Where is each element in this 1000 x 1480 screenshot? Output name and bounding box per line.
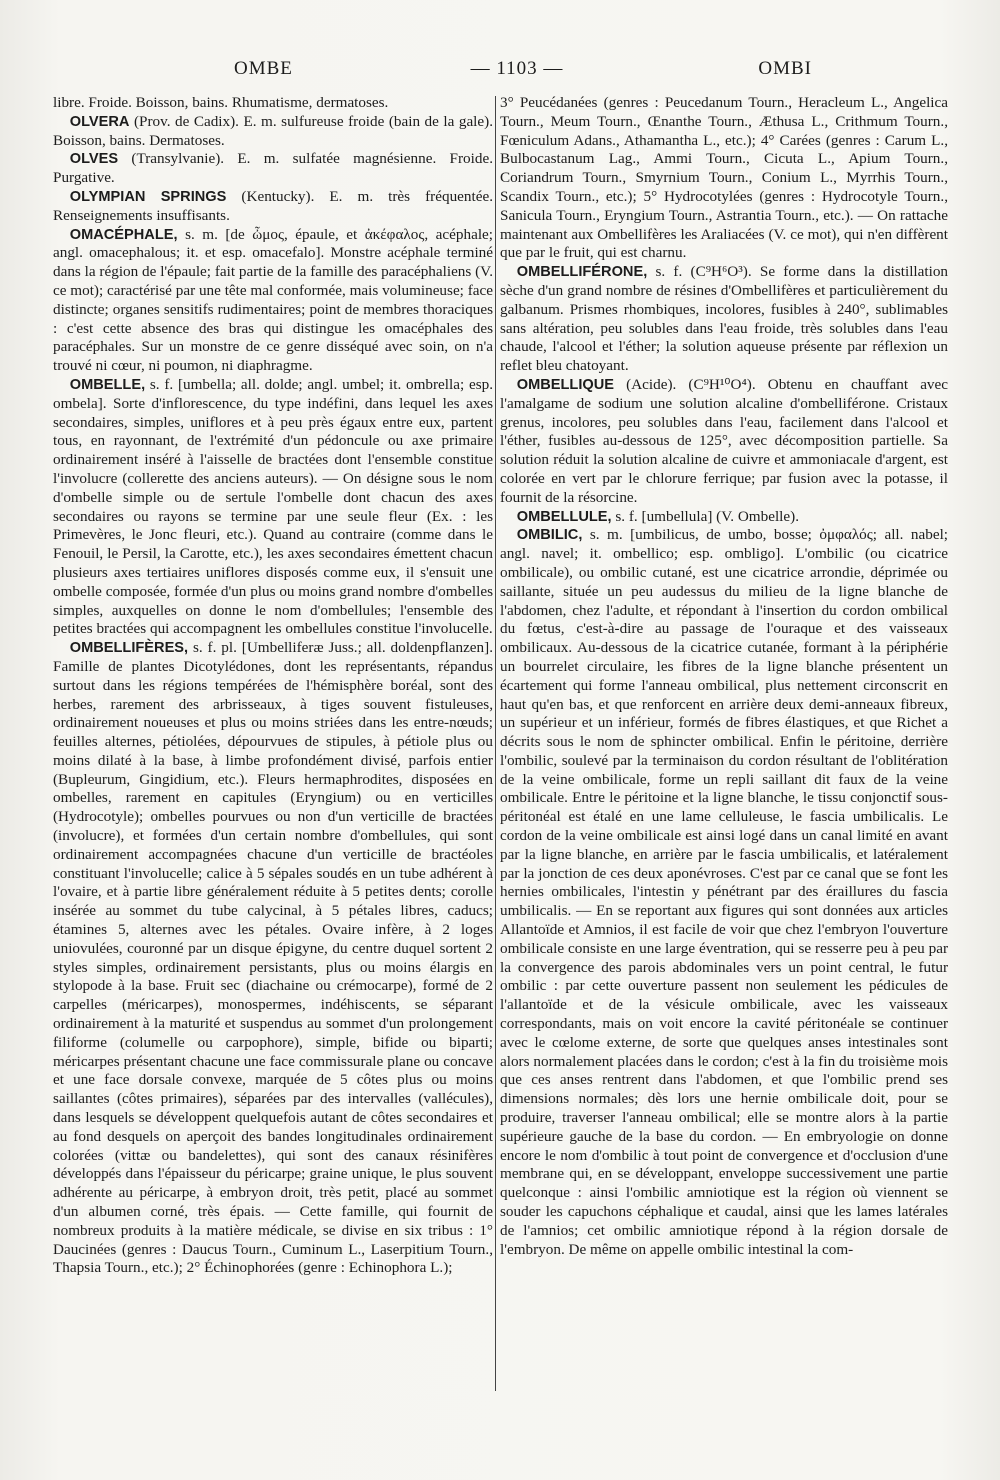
entry-body: 3° Peucédanées (genres : Peucedanum Tourn., Heracleum L., Angelica Tourn., Meum Tourn., Œnanthe Tourn., Æthusa L., Crithmum Tourn., Fœniculum Adans., Athamantha L., etc.); 4° Carées (genres : Carum L., Bulbocastanum Lag., Ammi Tourn., Cicuta L., Apium Tourn., Coriandrum Tourn., Smyrnium Tourn., Conium L., Myrrhis Tourn., Scandix Tourn., etc.); 5° Hydrocotylées (genres : Hydrocotyle Tourn., Sanicula Tourn., Eryngium Tourn., Astrantia Tourn., etc.). — On rattache maintenant aux Ombellifères les Araliacées (V. ce mot), qui n'en diffèrent que par le fruit, qui est charnu. xyxy=(500,94,948,262)
dictionary-entry xyxy=(53,639,493,1278)
dictionary-entry xyxy=(500,263,948,376)
dictionary-entry xyxy=(53,150,493,188)
left-column xyxy=(53,94,493,1278)
dictionary-entry xyxy=(500,526,948,1259)
dictionary-entry xyxy=(53,226,493,376)
entry-body: s. f. [umbella; all. dolde; angl. umbel; it. ombrella; esp. ombela]. Sorte d'inflorescence, du type indéfini, dans lequel les axes secondaires, simples, uniflores et à peu près égaux entre eux, partent tous, en rayonnant, de l'extrémité d'un pédoncule ou axe primaire ordinairement inséré à l'aisselle de bractées dont l'ensemble constitue l'involucre (collerette des anciens auteurs). — On désigne sous le nom d'ombelle simple ou de sertule l'ombelle dont chacun des axes secondaires ou rayons se termine par une seule fleur (Ex. : les Primevères, le Jonc fleuri, etc.). Quand au contraire (comme dans le Fenouil, le Persil, la Carotte, etc.), les axes secondaires émettent chacun plusieurs axes tertiaires uniflores disposés comme eux, il s'ensuit une ombelle composée, formée d'un plus ou moins grand nombre d'ombelles simples, auxquelles on donne le nom d'ombellules; l'ensemble des petites bractées qui accompagnent les ombellules constitue l'involucelle. xyxy=(53,375,493,638)
page-number: — 1103 — xyxy=(470,58,564,79)
entry-body: (Prov. de Cadix). E. m. sulfureuse froide (bain de la gale). Boisson, bains. Dermatoses. xyxy=(53,112,493,149)
entry-headword: OMBELLULE, xyxy=(516,508,612,525)
entry-body: libre. Froide. Boisson, bains. Rhumatisme, dermatoses. xyxy=(53,94,389,111)
entry-headword: OMACÉPHALE, xyxy=(69,226,178,243)
entry-body: s. m. [de ὦμος, épaule, et ἀκέφαλος, acéphale; angl. omacephalous; it. et esp. omacefalo]. Monstre acéphale terminé dans la région de l'épaule; fait partie de la famille des paracéphaliens (V. ce mot); caractérisé par une tête mal conformée, mais volumineuse; face distincte; organes sensitifs rudimentaires; point de membres thoraciques : c'est cette absence des bras qui distingue les omacéphales des paracéphales. Sur un monstre de ce genre disséqué avec soin, on n'a trouvé ni cœur, ni poumon, ni diaphragme. xyxy=(53,225,493,375)
entry-headword: OLYMPIAN SPRINGS xyxy=(69,188,227,205)
entry-headword: OMBILIC, xyxy=(516,527,583,544)
dictionary-entry xyxy=(500,376,948,508)
entry-body: s. f. (C⁹H⁶O³). Se forme dans la distillation sèche d'un grand nombre de résines d'Ombellifères et particulièrement du galbanum. Prismes rhombiques, incolores, fusibles à 240°, sublimables sans altération, peu solubles dans l'eau froide, très solubles dans l'eau chaude, l'alcool et l'éther; la solution aqueuse présente par réflexion un reflet bleu chatoyant. xyxy=(500,263,949,375)
entry-headword: OMBELLE, xyxy=(69,376,146,393)
right-column xyxy=(500,94,948,1259)
dictionary-entry xyxy=(500,94,948,263)
entry-headword: OLVES xyxy=(69,151,119,168)
entry-headword: OMBELLIQUE xyxy=(516,376,615,393)
entry-body: (Acide). (C⁹H¹⁰O⁴). Obtenu en chauffant avec l'amalgame de sodium une solution alcaline d'ombelliférone. Cristaux grenus, incolores, peu solubles dans l'eau, facilement dans l'alcool et l'éther, fusibles au-dessous de 125°, avec décomposition partielle. Sa solution réduit la solution alcaline de cuivre et ammoniacale d'argent, est colorée en vert par le chlorure ferrique; par fusion avec la potasse, il fournit de la résorcine. xyxy=(500,375,949,506)
dictionary-entry xyxy=(53,113,493,151)
entry-body: s. f. pl. [Umbelliferæ Juss.; all. doldenpflanzen]. Famille de plantes Dicotylédones, dont les représentants, répandus surtout dans les régions tempérées de l'hémisphère boréal, sont des herbes, rarement des arbrisseaux, à tiges souvent fistuleuses, ordinairement noueuses et plus ou moins striées dans les entre-nœuds; feuilles alternes, pétiolées, dépourvues de stipules, à pétiole plus ou moins dilaté à la base, à limbe profondément divisé, parfois entier (Bupleurum, Gingidium, etc.). Fleurs hermaphrodites, disposées en ombelles, rarement en capitules (Eryngium) ou en verticilles (Hydrocotyle); ombelles pourvues ou non d'un verticille de bractées (involucre), et formées d'un certain nombre d'ombellules, qui sont ordinairement accompagnées chacune d'un verticille de bractéoles constituant l'involucelle; calice à 5 sépales soudés en un tube adhérent à l'ovaire, et à partie libre généralement réduite à 5 petites dents; corolle insérée au sommet du tube calycinal, à 5 pétales libres, caducs; étamines 5, alternes avec les pétales. Ovaire infère, à 2 loges uniovulées, couronné par un disque épigyne, du centre duquel sortent 2 styles simples, ordinairement persistants, plus ou moins élargis en stylopode à la base. Fruit sec (diachaine ou crémocarpe), formé de 2 carpelles (méricarpes), monospermes, indéhiscents, se séparant ordinairement à la maturité et suspendus au sommet d'un prolongement filiforme (columelle ou carpophore), simple, bifide ou biparti; méricarpes présentant chacune une face commissurale plane ou concave et une face dorsale convexe, marquée de 5 côtes plus ou moins saillantes (côtes primaires), séparées par des intervalles (vallécules), dans lesquels se développent quelquefois autant de côtes secondaires et au fond desquels on aperçoit des bandes longitudinales ordinairement colorées (vittæ ou bandelettes), qui sont des canaux résinifères développés dans l'épaisseur du péricarpe; graine unique, le plus souvent adhérente au péricarpe, à embryon droit, très petit, placé au sommet d'un albumen corné, très épais. — Cette famille, qui fournit de nombreux produits à la matière médicale, se divise en six tribus : 1° Daucinées (genres : Daucus Tourn., Cuminum L., Laserpitium Tourn., Thapsia Tourn., etc.); 2° Échinophorées (genre : Echinophora L.); xyxy=(53,639,493,1277)
entry-headword: OMBELLIFÉRONE, xyxy=(516,264,648,281)
dictionary-entry xyxy=(53,188,493,226)
entry-body: s. f. [umbellula] (V. Ombelle). xyxy=(615,507,799,525)
dictionary-entry xyxy=(53,94,493,113)
header-right-word: OMBI xyxy=(758,58,812,79)
entry-headword: OMBELLIFÈRES, xyxy=(69,640,189,657)
dictionary-entry xyxy=(53,376,493,639)
entry-body: (Kentucky). E. m. très fréquentée. Renseignements insuffisants. xyxy=(53,187,493,224)
entry-body: (Transylvanie). E. m. sulfatée magnésienne. Froide. Purgative. xyxy=(53,150,493,187)
dictionary-entry xyxy=(500,508,948,527)
entry-headword: OLVERA xyxy=(69,113,130,130)
entry-body: s. m. [umbilicus, de umbo, bosse; ὀμφαλός; all. nabel; angl. navel; it. ombellico; esp. ombligo]. L'ombilic (ou cicatrice ombilicale), ou ombilic cutané, est une cicatrice arrondie, déprimée ou saillante, située un peu audessus du milieu de la ligne blanche de l'abdomen, chez l'adulte, et répondant à l'insertion du cordon ombilical du fœtus, c'est-à-dire au passage de l'ouraque et des vaisseaux ombilicaux. Au-dessous de la cicatrice cutanée, formant à la périphérie un bourrelet circulaire, les fibres de la ligne blanche présentent un écartement qui forme l'anneau ombilical, plus nettement circonscrit en haut qu'en bas, et que renforcent en arrière deux demi-anneaux fibreux, un supérieur et un inférieur, formés de fibres élastiques, et que Richet a décrits sous le nom de sphincter ombilical. Enfin le péritoine, derrière l'ombilic, soulevé par la terminaison du cordon résultant de l'oblitération de la veine ombilicale, forme un repli saillant dit faux de la veine ombilicale. Entre le péritoine et la ligne blanche, le tissu conjonctif sous-péritonéal est étalé en une lame celluleuse, le fascia umbilicalis. Le cordon de la veine ombilicale est ainsi logé dans un canal limité en avant par la ligne blanche, en arrière par le fascia umbilicalis, et latéralement par la jonction de ces deux aponévroses. C'est par ce canal que se font les hernies ombilicales, l'intestin y pénétrant par des éraillures du fascia umbilicalis. — En se reportant aux figures qui sont données aux articles Allantoïde et Amnios, il est facile de voir que chez l'embryon l'ouverture ombilicale consiste en une large éventration, qui se resserre peu à peu par la convergence des parois abdominales vers un point central, le futur ombilic : par cette ouverture passent non seulement les pédicules de l'allantoïde et de la vésicule ombilicale, avec les vaisseaux correspondants, mais on voit encore la cavité péritonéale se continuer avec le cœlome externe, de sorte que quelques anses intestinales sont alors normalement placées dans le cordon; c'est à la fin du troisième mois que ces anses rentrent dans l'abdomen, et que l'ombilic prend ses dimensions normales; dès lors une hernie ombilicale doit, pour se produire, traverser l'anneau ombilical; elle se montre alors à la partie supérieure gauche de la base du cordon. — En embryologie on donne encore le nom d'ombilic à tout point de convergence et d'occlusion d'une membrane qui, en se développant, enveloppe successivement une partie quelconque : ainsi l'ombilic amniotique est la région où viennent se souder les capuchons céphalique et caudal, ainsi que les lames latérales de l'amnios; cet ombilic amniotique répond à la région dorsale de l'embryon. De même on appelle ombilic intestinal la com- xyxy=(500,526,949,1258)
header-left-word: OMBE xyxy=(234,58,293,79)
column-divider xyxy=(495,96,496,1391)
running-header xyxy=(52,58,948,84)
